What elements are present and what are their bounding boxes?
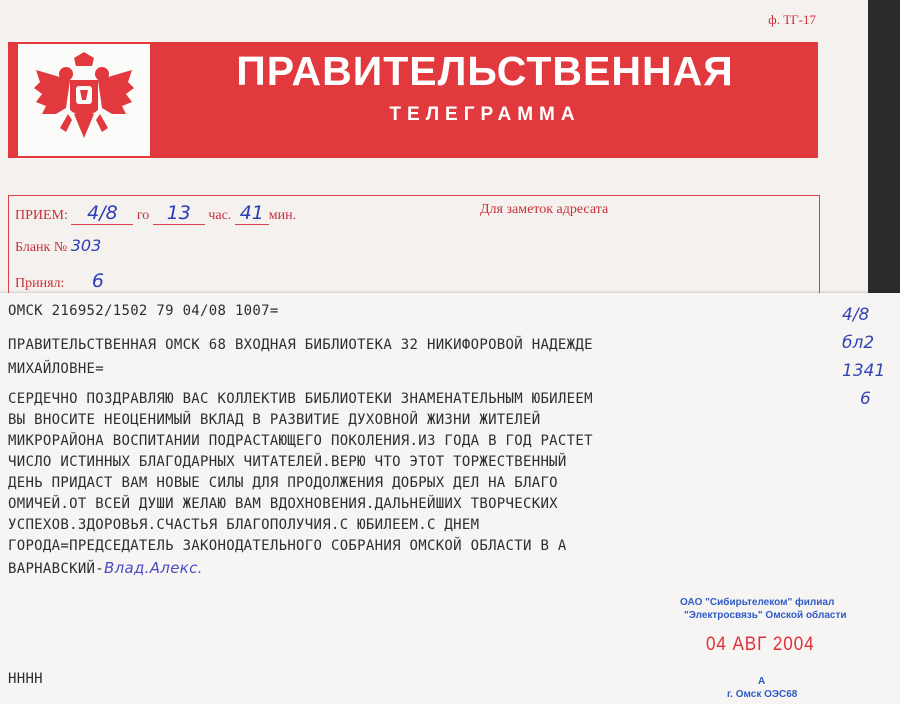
- body-line: ГОРОДА=ПРЕДСЕДАТЕЛЬ ЗАКОНОДАТЕЛЬНОГО СОБРАНИЯ ОМСКОЙ ОБЛАСТИ В А: [8, 538, 567, 554]
- stamp-mark: А: [758, 676, 766, 687]
- margin-note: 6: [860, 389, 871, 409]
- banner-subtitle: ТЕЛЕГРАММА: [389, 104, 581, 125]
- accepted-value: 6: [91, 270, 105, 292]
- signer-line: [8, 559, 203, 577]
- body-line: ДЕНЬ ПРИДАСТ ВАМ НОВЫЕ СИЛЫ ДЛЯ ПРОДОЛЖЕНИЯ ДОБРЫХ ДЕЛ НА БЛАГО: [8, 475, 558, 491]
- min-suffix: мин.: [268, 208, 297, 223]
- hour-suffix: час.: [208, 208, 232, 223]
- body-line: СЕРДЕЧНО ПОЗДРАВЛЯЮ ВАС КОЛЛЕКТИВ БИБЛИОТЕКИ ЗНАМЕНАТЕЛЬНЫМ ЮБИЛЕЕМ: [8, 391, 593, 407]
- notes-label: Для заметок адресата: [480, 202, 609, 217]
- body-line: МИКРОРАЙОНА ВОСПИТАНИИ ПОДРАСТАЮЩЕГО ПОКОЛЕНИЯ.ИЗ ГОДА В ГОД РАСТЕТ: [8, 433, 593, 449]
- received-label: ПРИЕМ:: [15, 208, 68, 223]
- received-date-field: [71, 202, 133, 225]
- day-suffix: го: [136, 208, 150, 223]
- stamp-line-2: "Электросвязь" Омской области: [684, 610, 847, 621]
- received-hour: 13: [166, 202, 191, 224]
- received-min: 41: [239, 202, 264, 224]
- body-line: ЧИСЛО ИСТИННЫХ БЛАГОДАРНЫХ ЧИТАТЕЛЕЙ.ВЕРЮ ЧТО ЭТОТ ТОРЖЕСТВЕННЫЙ: [8, 454, 567, 470]
- stamp-office: г. Омск ОЭС68: [727, 689, 798, 700]
- received-min-field: [235, 202, 269, 225]
- telegram-header: ОМСК 216952/1502 79 04/08 1007=: [8, 303, 279, 319]
- margin-note: бл2: [842, 333, 875, 353]
- banner-title: ПРАВИТЕЛЬСТВЕННАЯ: [236, 48, 734, 94]
- blank-number: 303: [70, 236, 102, 255]
- body-line: УСПЕХОВ.ЗДОРОВЬЯ.СЧАСТЬЯ БЛАГОПОЛУЧИЯ.С ЮБИЛЕЕМ.С ДНЕМ: [8, 517, 480, 533]
- signer-name: ВАРНАВСКИЙ-: [8, 561, 105, 577]
- emblem-box: [18, 44, 150, 156]
- form-code: ф. ТГ-17: [768, 12, 816, 27]
- margin-note: 4/8: [842, 305, 870, 325]
- accepted-label: Принял:: [15, 276, 65, 291]
- telegram-footer: НННН: [8, 671, 43, 687]
- received-hour-field: [153, 202, 205, 225]
- date-stamp: 04 АВГ 2004: [706, 634, 815, 655]
- receipt-box: [8, 195, 820, 307]
- russian-coat-of-arms-icon: [30, 52, 138, 148]
- signer-handwritten: Влад.Алекс.: [104, 559, 203, 577]
- margin-note: 1341: [842, 361, 886, 381]
- received-date: 4/8: [87, 202, 118, 224]
- address-line-1: ПРАВИТЕЛЬСТВЕННАЯ ОМСК 68 ВХОДНАЯ БИБЛИОТЕКА 32 НИКИФОРОВОЙ НАДЕЖДЕ: [8, 337, 593, 353]
- header-banner: [8, 42, 818, 158]
- body-line: ОМИЧЕЙ.ОТ ВСЕЙ ДУШИ ЖЕЛАЮ ВАМ ВДОХНОВЕНИЯ.ДАЛЬНЕЙШИХ ТВОРЧЕСКИХ: [8, 496, 558, 512]
- address-line-2: МИХАЙЛОВНЕ=: [8, 361, 105, 377]
- blank-label: Бланк №: [15, 240, 68, 255]
- accepted-row: [15, 270, 104, 292]
- body-line: ВЫ ВНОСИТЕ НЕОЦЕНИМЫЙ ВКЛАД В РАЗВИТИЕ ДУХОВНОЙ ЖИЗНИ ЖИТЕЛЕЙ: [8, 412, 541, 428]
- stamp-line-1: ОАО "Сибирьтелеком" филиал: [680, 597, 835, 608]
- blank-row: [15, 236, 101, 256]
- received-row: [15, 202, 296, 225]
